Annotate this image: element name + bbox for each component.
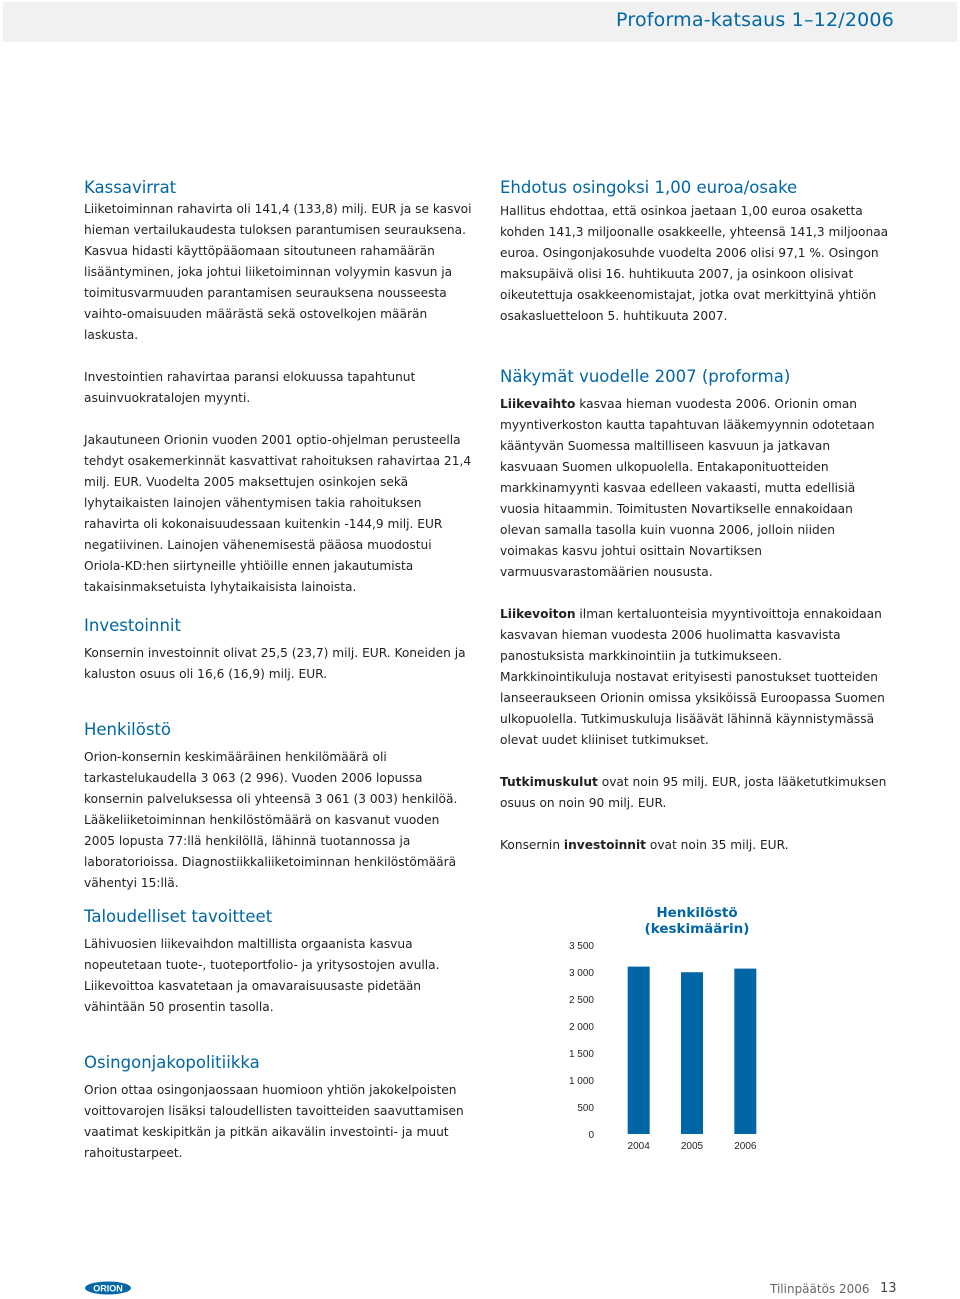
kassavirrat-paragraph-1: Liiketoiminnan rahavirta oli 141,4 (133,8) milj. EUR ja se kasvoi hieman vertailukaudesta tuloksen parantumisen seurauksena. Kasvua hidasti käyttöpääomaan sitoutuneen rahamäärän lisääntyminen, joka johtui liiketoiminnan volyymin kasvun ja toimitusvarmuuden parantamisen seurauksena nousseesta vaihto-omaisuuden määrästä sekä ostovelkojen määrän laskusta. — [84, 202, 472, 342]
nakymat-paragraph-3 — [500, 772, 890, 814]
henkilosto-section — [84, 719, 474, 894]
henkilosto-paragraph: Orion-konsernin keskimääräinen henkilömäärä oli tarkastelukaudella 3 063 (2 996). Vuoden 2006 lopussa konsernin palveluksessa oli yhteensä 3 061 (3 003) henkilöä. Lääkeliiketoiminnan henkilöstömäärä on kasvanut vuoden 2005 lopusta 77:llä henkilöllä, lähinnä tuotannossa ja laboratorioissa. Diagnostiikkaliiketoiminnan henkilöstömäärä vähentyi 15:llä. — [84, 750, 458, 890]
chart-title: Henkilöstö (keskimäärin) — [644, 905, 750, 937]
investoinnit-bold: investoinnit — [563, 838, 646, 852]
footer-document-name: Tilinpäätös 2006 — [770, 1282, 870, 1296]
nakymat-section — [500, 366, 890, 856]
liikevaihto-bold: Liikevaihto — [500, 397, 576, 411]
nakymat-text-2: ilman kertaluonteisia myyntivoittoja ennakoidaan kasvavan hieman vuodesta 2006 huolimatta kasvavista panostuksista markkinointiin ja tutkimukseen. Markkinointikuluja nostavat erityisesti panostukset tuotteiden lanseeraukseen Orionin omissa yksiköissä Euroopassa Suomen ulkopuolella. Tutkimuskuluja lisäävät lähinnä käynnistymässä olevat uudet kliiniset tutkimukset. — [500, 607, 885, 747]
tavoitteet-paragraph: Lähivuosien liikevaihdon maltillista orgaanista kasvua nopeutetaan tuote-, tuoteportfolio- ja yritysostojen avulla. Liikevoittoa kasvatetaan ja omavaraisuusaste pidetään vähintään 50 prosentin tasolla. — [84, 937, 440, 1014]
nakymat-text-3: ovat noin 95 milj. EUR, josta lääketutkimuksen osuus on noin 90 milj. EUR. — [500, 775, 887, 810]
headcount-bar-chart — [560, 900, 780, 1160]
section-heading-kassavirrat: Kassavirrat — [84, 178, 177, 197]
y-tick-label: 3 000 — [568, 968, 594, 979]
left-column — [84, 177, 474, 598]
y-tick-label: 0 — [588, 1130, 594, 1141]
y-tick-label: 1 500 — [568, 1049, 594, 1060]
nakymat-text-4-pre: Konsernin — [500, 838, 564, 852]
logo-text: ORION — [93, 1283, 123, 1294]
section-heading-osinko: Ehdotus osingoksi 1,00 euroa/osake — [500, 178, 798, 197]
liikevoitto-bold: Liikevoiton — [500, 607, 576, 621]
page-header-title: Proforma-katsaus 1–12/2006 — [616, 9, 894, 31]
orion-logo-icon — [84, 1281, 132, 1295]
osinkopolitiikka-section — [84, 1052, 474, 1164]
kassavirrat-paragraph-2: Investointien rahavirtaa paransi elokuussa tapahtunut asuinvuokratalojen myynti. — [84, 370, 416, 405]
section-heading-henkilosto: Henkilöstö — [84, 720, 171, 739]
nakymat-paragraph-2 — [500, 604, 890, 751]
section-heading-osinkopolitiikka: Osingonjakopolitiikka — [84, 1053, 260, 1072]
y-tick-label: 2 000 — [568, 1022, 594, 1033]
x-tick-label: 2005 — [680, 1141, 704, 1152]
osinkopolitiikka-paragraph: Orion ottaa osingonjaossaan huomioon yhtiön jakokelpoisten voittovarojen lisäksi taloudellisten tavoitteiden saavuttamisen vaatimat keskipitkän ja pitkän aikavälin investointi- ja muut rahoitustarpeet. — [84, 1083, 464, 1160]
y-tick-label: 1 000 — [568, 1076, 594, 1087]
y-tick-label: 2 500 — [568, 995, 594, 1006]
osinko-section — [500, 177, 890, 327]
x-tick-label: 2006 — [734, 1141, 757, 1152]
bar-2006 — [734, 969, 756, 1134]
nakymat-text-1: kasvaa hieman vuodesta 2006. Orionin oman myyntiverkoston kautta tapahtuvan lääkemyynnin odotetaan kääntyvän Suomessa maltilliseen kasvuun ja jatkavan kasvuaan Suomen ulkopuolella. Entakaponituotteiden markkinamyynti kasvaa edelleen vakaasti, mutta edellisiä vuosia hitaammin. Toimitusten Novartikselle ennakoidaan olevan samalla tasolla kuin vuonna 2006, jolloin niiden voimakas kasvu johtui osittain Novartiksen varmuusvarastomäärien noususta. — [500, 397, 875, 579]
investoinnit-section — [84, 615, 474, 685]
footer-page-number: 13 — [880, 1281, 897, 1296]
y-tick-label: 3 500 — [568, 941, 594, 952]
section-heading-tavoitteet: Taloudelliset tavoitteet — [84, 907, 273, 926]
kassavirrat-paragraph-3: Jakautuneen Orionin vuoden 2001 optio-ohjelman perusteella tehdyt osakemerkinnät kasvattivat rahoituksen rahavirtaa 21,4 milj. EUR. Vuodelta 2005 maksettujen osinkojen sekä lyhytaikaisten lainojen vähentymisen takia rahoituksen rahavirta oli kokonaisuudessaan kuitenkin -144,9 milj. EUR negatiivinen. Lainojen vähenemisestä pääosa muodostui Oriola-KD:hen siirtyneille yhtiöille ennen jakautumista takaisinmaksetuista lyhytaikaisista lainoista. — [84, 433, 472, 594]
bar-2005 — [681, 972, 703, 1134]
osinko-paragraph: Hallitus ehdottaa, että osinkoa jaetaan 1,00 euroa osaketta kohden 141,3 miljoonalle osakkeelle, yhteensä 141,3 miljoonaa euroa. Osingonjakosuhde vuodelta 2006 olisi 97,1 %. Osingon maksupäivä olisi 16. huhtikuuta 2007, ja osinkoon olisivat oikeutettuja osakkeenomistajat, jotka ovat merkittyinä yhtiön osakasluetteloon 5. huhtikuuta 2007. — [500, 204, 889, 323]
x-tick-label: 2004 — [627, 1141, 650, 1152]
tutkimuskulut-bold: Tutkimuskulut — [500, 775, 598, 789]
investoinnit-paragraph: Konsernin investoinnit olivat 25,5 (23,7) milj. EUR. Koneiden ja kaluston osuus oli 16,6 (16,9) milj. EUR. — [84, 646, 466, 681]
section-heading-nakymat: Näkymät vuodelle 2007 (proforma) — [500, 367, 791, 386]
nakymat-text-4: ovat noin 35 milj. EUR. — [645, 838, 789, 852]
section-heading-investoinnit: Investoinnit — [84, 616, 181, 635]
tavoitteet-section — [84, 906, 474, 1018]
y-tick-label: 500 — [577, 1103, 594, 1114]
bar-2004 — [628, 967, 650, 1134]
nakymat-paragraph-1 — [500, 394, 890, 583]
nakymat-paragraph-4 — [500, 835, 890, 856]
